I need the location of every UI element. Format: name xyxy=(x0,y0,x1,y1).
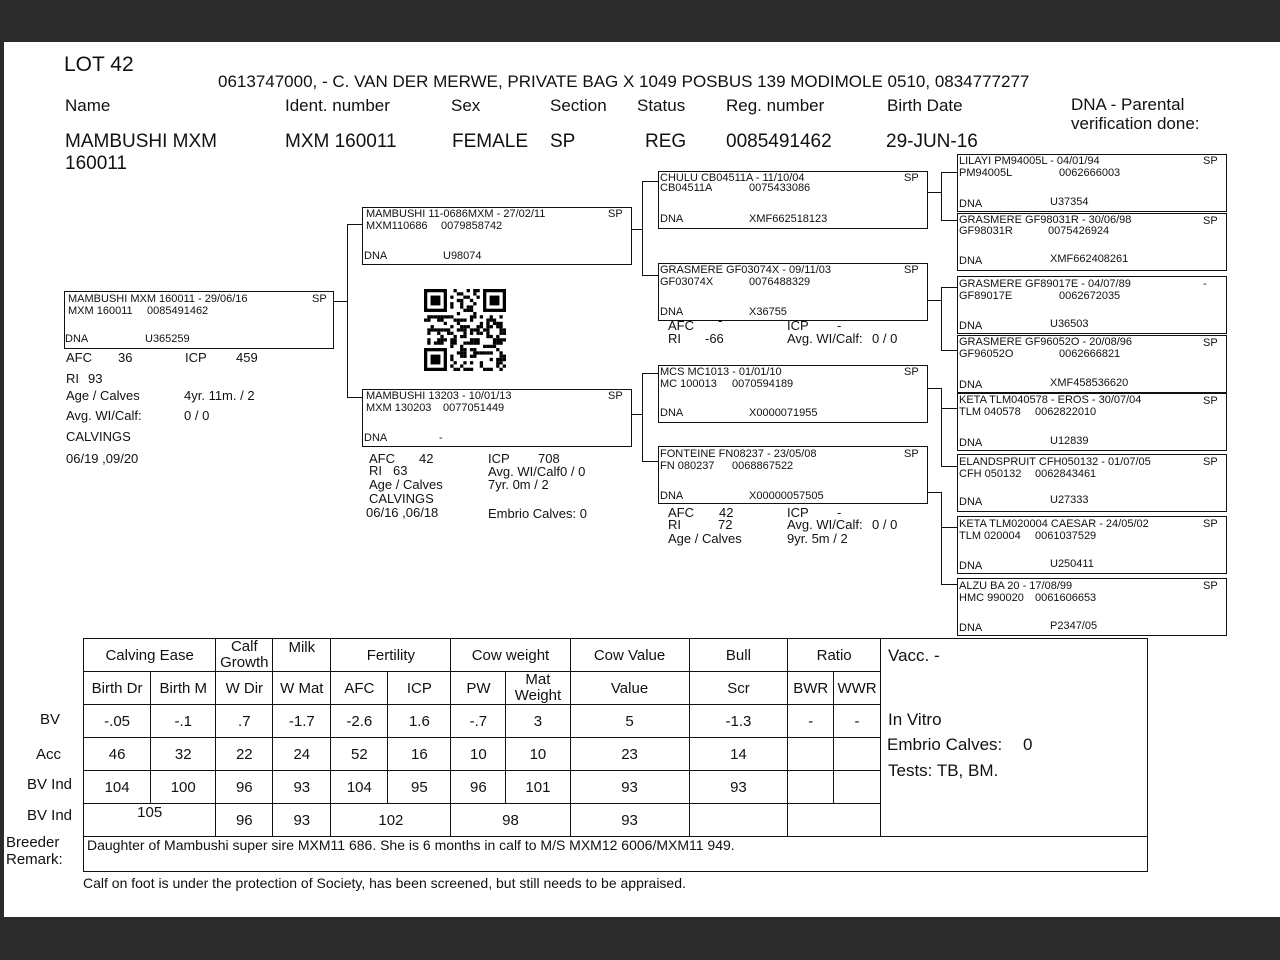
dam-age-value: 7yr. 0m / 2 xyxy=(488,477,549,492)
animal-name: MAMBUSHI MXM 160011 xyxy=(65,131,217,174)
animal-birth: 29-JUN-16 xyxy=(886,131,978,152)
box-id: GF03074X xyxy=(660,276,714,288)
box-reg: 0076488329 xyxy=(749,276,811,288)
bv-cell: - xyxy=(788,705,834,738)
dam-calvings-value: 06/16 ,06/18 xyxy=(366,505,439,520)
breeding-values-table xyxy=(83,638,881,837)
group-header: Cow weight xyxy=(451,639,570,672)
bvind-cell xyxy=(834,771,881,804)
group-header: Fertility xyxy=(331,639,451,672)
box-title: LILAYI PM94005L - 04/01/94 xyxy=(959,155,1100,167)
connector xyxy=(941,388,942,467)
box-section: SP xyxy=(608,208,623,220)
dam-icp-label: ICP xyxy=(488,451,510,466)
dam-icp-value: 708 xyxy=(538,451,560,466)
bvind2-cell: 105 xyxy=(84,804,216,837)
box-dna: - xyxy=(439,432,443,444)
connector xyxy=(642,275,658,276)
header-reg: Reg. number xyxy=(726,96,825,115)
box-reg: 0062666003 xyxy=(1059,167,1121,179)
box-id: GF98031R xyxy=(959,225,1013,237)
box-dna-label: DNA xyxy=(959,320,983,332)
box-section: SP xyxy=(1203,215,1218,227)
connector xyxy=(941,172,957,173)
bv-cell: -.1 xyxy=(151,705,216,738)
gp4-icp-label: ICP xyxy=(787,505,809,520)
bvind2-cell: 96 xyxy=(216,804,273,837)
box-id: CFH 050132 xyxy=(959,468,1022,480)
bvind-cell: 96 xyxy=(451,771,506,804)
calvings-label: CALVINGS xyxy=(66,429,131,444)
footer-note: Calf on foot is under the protection of Society, has been screened, but still needs to be appraised. xyxy=(83,875,686,891)
connector xyxy=(941,172,942,221)
bvind-cell: 104 xyxy=(84,771,151,804)
connector xyxy=(941,287,942,351)
bv-cell: -.05 xyxy=(84,705,151,738)
sub-header: Mat Weight xyxy=(506,672,570,705)
box-dna: XMF662408261 xyxy=(1050,253,1129,265)
row-label-bv: BV xyxy=(40,711,61,728)
bv-cell: 1.6 xyxy=(388,705,451,738)
row-label-acc: Acc xyxy=(36,746,62,763)
box-section: SP xyxy=(1203,580,1218,592)
row-label-bvind: BV Ind xyxy=(27,776,73,793)
box-dna: XMF458536620 xyxy=(1050,377,1129,389)
sub-header: Scr xyxy=(689,672,788,705)
afc-label: AFC xyxy=(66,350,92,365)
gp-avg-label: Avg. WI/Calf: xyxy=(787,331,863,346)
gp-icp-value: - xyxy=(837,318,842,333)
box-dna-label: DNA xyxy=(959,255,983,267)
box-title: ALZU BA 20 - 17/08/99 xyxy=(959,580,1073,592)
pedigree-box-grandparent xyxy=(658,263,928,321)
box-title: ELANDSPRUIT CFH050132 - 01/07/05 xyxy=(959,456,1151,468)
gp-ri-value: -66 xyxy=(705,331,724,346)
header-status: Status xyxy=(637,96,686,115)
box-reg: 0061606653 xyxy=(1035,592,1097,604)
box-reg: 0075433086 xyxy=(749,182,811,194)
header-name: Name xyxy=(65,96,111,115)
bv-cell: -1.3 xyxy=(689,705,788,738)
dam-age-label: Age / Calves xyxy=(369,477,443,492)
connector xyxy=(642,373,658,374)
box-section: SP xyxy=(1203,337,1218,349)
bv-cell: -.7 xyxy=(451,705,506,738)
box-section: SP xyxy=(904,264,919,276)
connector xyxy=(941,492,942,585)
group-header: Cow Value xyxy=(570,639,689,672)
box-title: MCS MC1013 - 01/01/10 xyxy=(660,366,782,378)
box-reg: 0062843461 xyxy=(1035,468,1097,480)
gp-avg-value: 0 / 0 xyxy=(872,331,898,346)
bvind2-cell: 93 xyxy=(570,804,689,837)
connector xyxy=(941,287,957,288)
box-title: CHULU CB04511A - 11/10/04 xyxy=(660,172,805,184)
pedigree-box-grandparent xyxy=(658,171,928,229)
header-dna: DNA - Parental verification done: xyxy=(1071,95,1200,133)
box-title: GRASMERE GF96052O - 20/08/96 xyxy=(959,336,1133,348)
header-ident: Ident. number xyxy=(285,96,390,115)
connector xyxy=(941,220,957,221)
bvind-cell: 100 xyxy=(151,771,216,804)
box-reg: 0062666821 xyxy=(1059,348,1121,360)
dam-ri-label: RI xyxy=(369,463,382,478)
group-header: Calf Growth xyxy=(216,639,273,672)
acc-cell: 10 xyxy=(506,738,570,771)
bvind2-cell: 98 xyxy=(451,804,570,837)
box-title: MAMBUSHI MXM 160011 - 29/06/16 xyxy=(68,293,248,305)
pedigree-box-grandparent xyxy=(658,365,928,423)
acc-cell: 16 xyxy=(388,738,451,771)
bv-cell: .7 xyxy=(216,705,273,738)
remark-text: Daughter of Mambushi super sire MXM11 686. She is 6 months in calf to M/S MXM12 6006/MXM11 949. xyxy=(87,837,735,853)
header-section: Section xyxy=(550,96,607,115)
bv-cell: -1.7 xyxy=(273,705,331,738)
acc-cell: 46 xyxy=(84,738,151,771)
remark-box xyxy=(83,836,1148,872)
box-section: SP xyxy=(1203,395,1218,407)
sub-header: Value xyxy=(570,672,689,705)
dam-afc-label: AFC xyxy=(369,451,395,466)
connector xyxy=(927,388,942,389)
connector xyxy=(347,397,363,398)
box-title: KETA TLM040578 - EROS - 30/07/04 xyxy=(959,394,1142,406)
bvind-cell: 93 xyxy=(273,771,331,804)
box-dna: U98074 xyxy=(443,250,482,262)
dam-ri-value: 63 xyxy=(393,463,408,478)
sub-header: W Dir xyxy=(216,672,273,705)
box-reg: 0068867522 xyxy=(732,460,794,472)
group-header: Calving Ease xyxy=(84,639,216,672)
sub-header: Birth Dr xyxy=(84,672,151,705)
dam-afc-value: 42 xyxy=(419,451,434,466)
pedigree-box-subject xyxy=(64,291,334,349)
connector xyxy=(927,492,942,493)
box-dna-label: DNA xyxy=(65,333,89,345)
gp4-ri-value: 72 xyxy=(718,517,733,532)
gp4-age-value: 9yr. 5m / 2 xyxy=(787,531,848,546)
box-id: FN 080237 xyxy=(660,460,715,472)
gp-afc-value: - xyxy=(718,313,723,328)
bvind-cell xyxy=(788,771,834,804)
pedigree-box-great-grandparent xyxy=(957,335,1227,393)
box-dna: X0000071955 xyxy=(749,407,818,419)
acc-cell: 32 xyxy=(151,738,216,771)
row-label-bvind2: BV Ind xyxy=(27,807,73,824)
box-reg: 0079858742 xyxy=(441,220,503,232)
bv-cell: - xyxy=(834,705,881,738)
box-dna-label: DNA xyxy=(959,496,983,508)
box-title: GRASMERE GF98031R - 30/06/98 xyxy=(959,214,1132,226)
box-reg: 0085491462 xyxy=(147,305,209,317)
box-title: GRASMERE GF03074X - 09/11/03 xyxy=(660,264,831,276)
bvind-cell: 93 xyxy=(570,771,689,804)
sub-header: PW xyxy=(451,672,506,705)
connector xyxy=(941,350,957,351)
box-dna-label: DNA xyxy=(959,622,983,634)
gp-icp-label: ICP xyxy=(787,318,809,333)
breeder-remark-label: Breeder Remark: xyxy=(6,834,63,868)
animal-status: REG xyxy=(645,131,687,152)
gp4-icp-value: - xyxy=(837,505,842,520)
box-dna-label: DNA xyxy=(660,407,684,419)
box-section: SP xyxy=(1203,518,1218,530)
gp4-ri-label: RI xyxy=(668,517,681,532)
calvings-value: 06/19 ,09/20 xyxy=(66,451,139,466)
acc-cell: 23 xyxy=(570,738,689,771)
avg-wi-value: 0 / 0 xyxy=(184,408,210,423)
bv-cell: -2.6 xyxy=(331,705,388,738)
box-dna-label: DNA xyxy=(660,490,684,502)
tests-text: Tests: TB, BM. xyxy=(888,761,999,780)
dam-embrio-calves: Embrio Calves: 0 xyxy=(488,506,587,521)
box-id: GF96052O xyxy=(959,348,1014,360)
group-header: Ratio xyxy=(788,639,881,672)
box-section: SP xyxy=(1203,155,1218,167)
box-dna: U365259 xyxy=(145,333,190,345)
acc-cell: 14 xyxy=(689,738,788,771)
sub-header: ICP xyxy=(388,672,451,705)
group-header: Milk xyxy=(273,639,331,672)
bv-cell: 5 xyxy=(570,705,689,738)
bvind2-cell xyxy=(689,804,788,837)
box-dna: U12839 xyxy=(1050,435,1089,447)
box-section: SP xyxy=(904,448,919,460)
box-reg: 0077051449 xyxy=(443,402,505,414)
animal-sex: FEMALE xyxy=(452,131,529,152)
box-reg: 0070594189 xyxy=(732,378,794,390)
gp4-afc-label: AFC xyxy=(668,505,694,520)
box-dna-label: DNA xyxy=(959,198,983,210)
lot-number: LOT 42 xyxy=(64,53,134,76)
pedigree-box-grandparent xyxy=(658,446,928,504)
acc-cell: 10 xyxy=(451,738,506,771)
sub-header: Birth M xyxy=(151,672,216,705)
animal-ident: MXM 160011 xyxy=(285,131,397,152)
pedigree-box-great-grandparent xyxy=(957,154,1227,212)
box-title: MAMBUSHI 11-0686MXM - 27/02/11 xyxy=(366,208,546,220)
box-id: TLM 020004 xyxy=(959,530,1021,542)
bvind2-cell: 102 xyxy=(331,804,451,837)
acc-cell: 22 xyxy=(216,738,273,771)
box-dna: U36503 xyxy=(1050,318,1089,330)
box-dna-label: DNA xyxy=(959,560,983,572)
animal-reg: 0085491462 xyxy=(726,131,832,152)
box-title: GRASMERE GF89017E - 04/07/89 xyxy=(959,278,1131,290)
box-section: - xyxy=(1203,278,1207,290)
connector xyxy=(927,192,942,193)
box-dna-label: DNA xyxy=(660,306,684,318)
pedigree-box-great-grandparent xyxy=(957,393,1227,451)
bvind-cell: 96 xyxy=(216,771,273,804)
animal-section: SP xyxy=(550,131,576,152)
owner-line: 0613747000, - C. VAN DER MERWE, PRIVATE BAG X 1049 POSBUS 139 MODIMOLE 0510, 0834777277 xyxy=(218,72,1030,91)
vacc-text: Vacc. - xyxy=(888,646,940,665)
box-dna-label: DNA xyxy=(959,437,983,449)
qr-code xyxy=(420,289,510,371)
connector xyxy=(642,373,643,462)
icp-label: ICP xyxy=(185,350,207,365)
connector xyxy=(642,181,658,182)
box-id: CB04511A xyxy=(660,182,713,194)
dam-calvings-label: CALVINGS xyxy=(369,491,434,506)
connector xyxy=(941,408,957,409)
acc-cell: 24 xyxy=(273,738,331,771)
header-sex: Sex xyxy=(451,96,481,115)
connector xyxy=(941,584,957,585)
embrio-label: Embrio Calves: xyxy=(887,735,1003,754)
bvind2-cell xyxy=(788,804,881,837)
ri-value: 93 xyxy=(88,371,103,386)
dam-avg-wi: Avg. WI/Calf0 / 0 xyxy=(488,464,586,479)
bvind-cell: 104 xyxy=(331,771,388,804)
gp4-age-label: Age / Calves xyxy=(668,531,742,546)
gp4-avg-value: 0 / 0 xyxy=(872,517,898,532)
box-dna-label: DNA xyxy=(959,379,983,391)
connector xyxy=(347,224,348,398)
box-id: HMC 990020 xyxy=(959,592,1024,604)
box-dna: X00000057505 xyxy=(749,490,824,502)
box-section: SP xyxy=(904,366,919,378)
pedigree-box-great-grandparent xyxy=(957,578,1227,636)
gp-afc-label: AFC xyxy=(668,318,694,333)
box-id: MXM 160011 xyxy=(68,305,133,317)
connector xyxy=(347,224,363,225)
group-header: Bull xyxy=(689,639,788,672)
box-dna: P2347/05 xyxy=(1050,620,1098,632)
bvind-cell: 101 xyxy=(506,771,570,804)
bv-cell: 3 xyxy=(506,705,570,738)
box-dna: U27333 xyxy=(1050,494,1089,506)
acc-cell: 52 xyxy=(331,738,388,771)
sub-header: WWR xyxy=(834,672,881,705)
box-dna: U250411 xyxy=(1050,558,1094,570)
bvind-cell: 93 xyxy=(689,771,788,804)
sub-header: W Mat xyxy=(273,672,331,705)
box-dna: XMF662518123 xyxy=(749,213,828,225)
connector xyxy=(941,466,957,467)
box-section: SP xyxy=(608,390,623,402)
box-id: MC 100013 xyxy=(660,378,717,390)
pedigree-box-great-grandparent xyxy=(957,516,1227,574)
box-title: FONTEINE FN08237 - 23/05/08 xyxy=(660,448,817,460)
bvind-cell: 95 xyxy=(388,771,451,804)
box-dna-label: DNA xyxy=(364,250,388,262)
pedigree-box-great-grandparent xyxy=(957,213,1227,271)
pedigree-box-dam xyxy=(362,389,632,447)
sub-header: AFC xyxy=(331,672,388,705)
connector xyxy=(941,527,957,528)
box-reg: 0062672035 xyxy=(1059,290,1121,302)
gp4-avg-label: Avg. WI/Calf: xyxy=(787,517,863,532)
box-id: MXM110686 xyxy=(366,220,428,232)
avg-wi-label: Avg. WI/Calf: xyxy=(66,408,142,423)
connector xyxy=(642,181,643,276)
header-birth: Birth Date xyxy=(887,96,963,115)
viewer-bottom-bar xyxy=(0,917,1280,960)
connector xyxy=(927,300,942,301)
box-id: TLM 040578 xyxy=(959,406,1021,418)
sub-header: BWR xyxy=(788,672,834,705)
acc-cell xyxy=(834,738,881,771)
connector xyxy=(642,461,658,462)
acc-cell xyxy=(788,738,834,771)
in-vitro-text: In Vitro xyxy=(888,710,942,729)
embrio-value: 0 xyxy=(1023,735,1033,754)
icp-value: 459 xyxy=(236,350,258,365)
age-label: Age / Calves xyxy=(66,388,140,403)
box-id: GF89017E xyxy=(959,290,1013,302)
ri-label: RI xyxy=(66,371,79,386)
box-section: SP xyxy=(904,172,919,184)
connector xyxy=(332,301,348,302)
box-id: MXM 130203 xyxy=(366,402,432,414)
box-dna: U37354 xyxy=(1050,196,1089,208)
box-reg: 0061037529 xyxy=(1035,530,1097,542)
box-reg: 0075426924 xyxy=(1048,225,1110,237)
age-value: 4yr. 11m. / 2 xyxy=(184,388,255,403)
box-title: MAMBUSHI 13203 - 10/01/13 xyxy=(366,390,512,402)
gp-ri-label: RI xyxy=(668,331,681,346)
pedigree-box-great-grandparent xyxy=(957,276,1227,334)
bvind2-cell: 93 xyxy=(273,804,331,837)
box-title: KETA TLM020004 CAESAR - 24/05/02 xyxy=(959,518,1149,530)
box-dna-label: DNA xyxy=(364,432,388,444)
pedigree-box-great-grandparent xyxy=(957,454,1227,512)
box-dna-label: DNA xyxy=(660,213,684,225)
box-dna: X36755 xyxy=(749,306,787,318)
gp4-afc-value: 42 xyxy=(719,505,734,520)
pedigree-box-sire xyxy=(362,207,632,265)
box-reg: 0062822010 xyxy=(1035,406,1097,418)
afc-value: 36 xyxy=(118,350,133,365)
box-section: SP xyxy=(1203,456,1218,468)
box-section: SP xyxy=(312,293,327,305)
box-id: PM94005L xyxy=(959,167,1013,179)
